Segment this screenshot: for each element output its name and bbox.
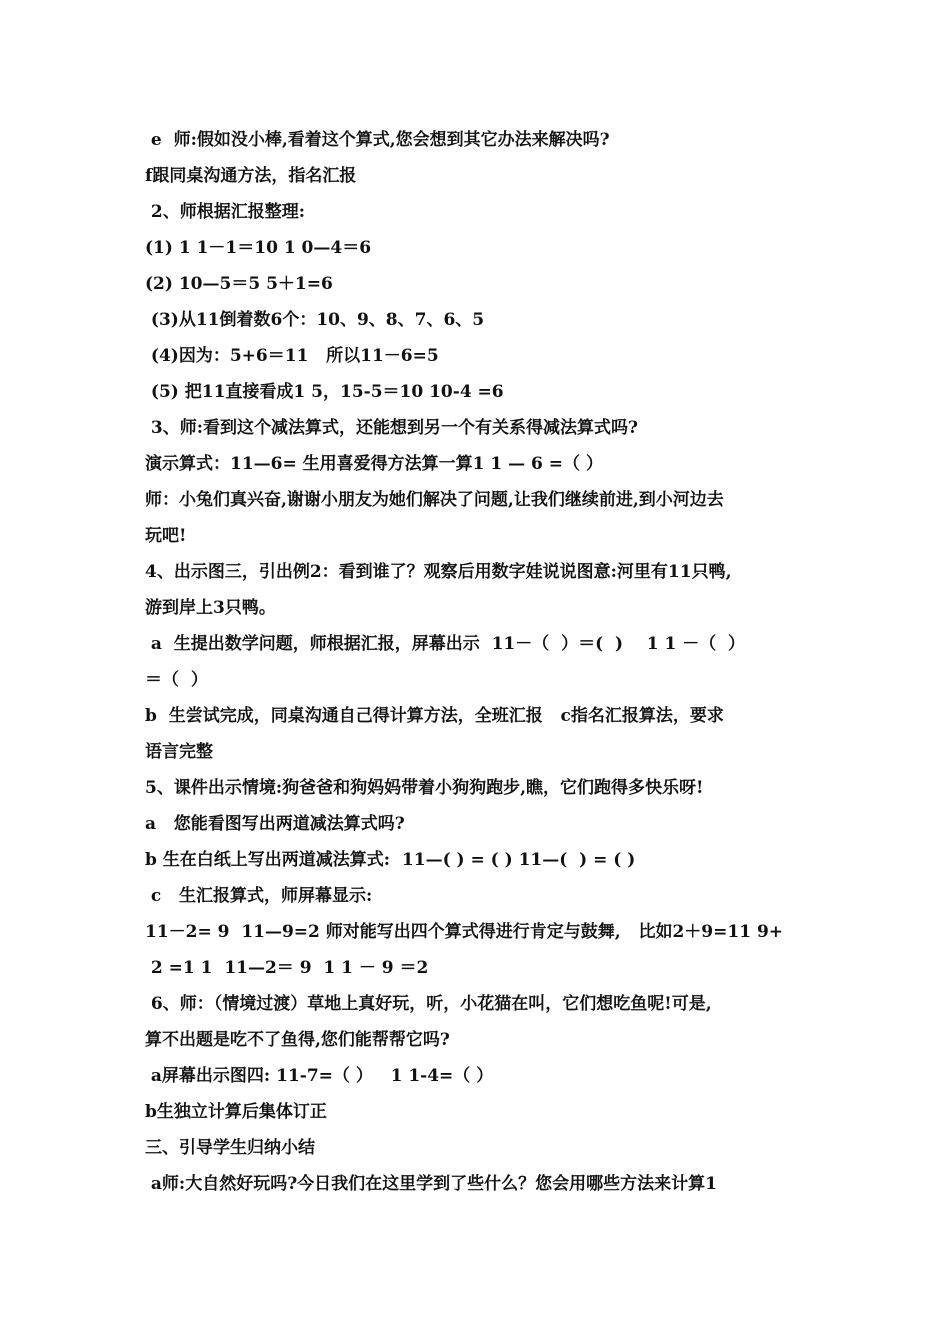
text-line: (2) 10—5＝5 5＋1=6 xyxy=(145,274,333,294)
text-line: 2 =1 1 11—2＝ 9 1 1 － 9 ＝2 xyxy=(145,958,429,978)
text-line: 4、出示图三，引出例2：看到谁了？观察后用数字娃说说图意:河里有11只鸭, xyxy=(145,562,732,582)
text-line: 师：小兔们真兴奋,谢谢小朋友为她们解决了问题,让我们继续前进,到小河边去 xyxy=(145,490,724,510)
text-line: 游到岸上3只鸭。 xyxy=(145,598,276,618)
text-line: 2、师根据汇报整理: xyxy=(145,202,306,222)
text-line: b 生尝试完成，同桌沟通自己得计算方法，全班汇报 c指名汇报算法，要求 xyxy=(145,706,724,726)
document-body xyxy=(145,122,810,1202)
text-line: 玩吧! xyxy=(145,526,187,546)
text-line: b 生在白纸上写出两道减法算式: 11—( ) = ( ) 11—( ) = ( ) xyxy=(145,850,636,870)
text-line: (1) 1 1－1＝10 1 0—4＝6 xyxy=(145,238,372,258)
text-line: 3、师:看到这个减法算式，还能想到另一个有关系得减法算式吗? xyxy=(145,418,638,438)
text-line: 11－2= 9 11—9=2 师对能写出四个算式得进行肯定与鼓舞, 比如2＋9=11 9+ xyxy=(145,922,784,942)
text-line: (4)因为：5+6＝11 所以11－6=5 xyxy=(145,346,439,366)
text-line: 5、课件出示情境:狗爸爸和狗妈妈带着小狗狗跑步,瞧，它们跑得多快乐呀! xyxy=(145,778,704,798)
text-line: 6、师：（情境过渡）草地上真好玩，听，小花猫在叫，它们想吃鱼呢!可是, xyxy=(145,994,712,1014)
text-line: a师:大自然好玩吗?今日我们在这里学到了些什么？您会用哪些方法来计算1 xyxy=(145,1174,717,1194)
text-line: (3)从11倒着数6个：10、9、8、7、6、5 xyxy=(145,310,485,330)
text-line: f跟同桌沟通方法，指名汇报 xyxy=(145,166,357,186)
text-line: a 生提出数学问题，师根据汇报，屏幕出示 11－（ ）＝( ) 1 1 －（ ） xyxy=(145,634,746,654)
text-line: 算不出题是吃不了鱼得,您们能帮帮它吗? xyxy=(145,1030,450,1050)
text-line: b生独立计算后集体订正 xyxy=(145,1102,327,1122)
text-line: 三、引导学生归纳小结 xyxy=(145,1138,315,1158)
text-line: 语言完整 xyxy=(145,742,213,762)
text-line: a屏幕出示图四: 11-7=（ ） 1 1-4=（ ） xyxy=(145,1066,494,1086)
text-line: 演示算式：11—6= 生用喜爱得方法算一算1 1 — 6 =（ ） xyxy=(145,454,603,474)
text-line: (5) 把11直接看成1 5，15-5＝10 10-4 =6 xyxy=(145,382,504,402)
text-line: a 您能看图写出两道减法算式吗? xyxy=(145,814,405,834)
text-line: ＝（ ） xyxy=(145,670,208,690)
text-line: c 生汇报算式，师屏幕显示: xyxy=(145,886,373,906)
text-line: e 师:假如没小棒,看着这个算式,您会想到其它办法来解决吗? xyxy=(145,130,610,150)
